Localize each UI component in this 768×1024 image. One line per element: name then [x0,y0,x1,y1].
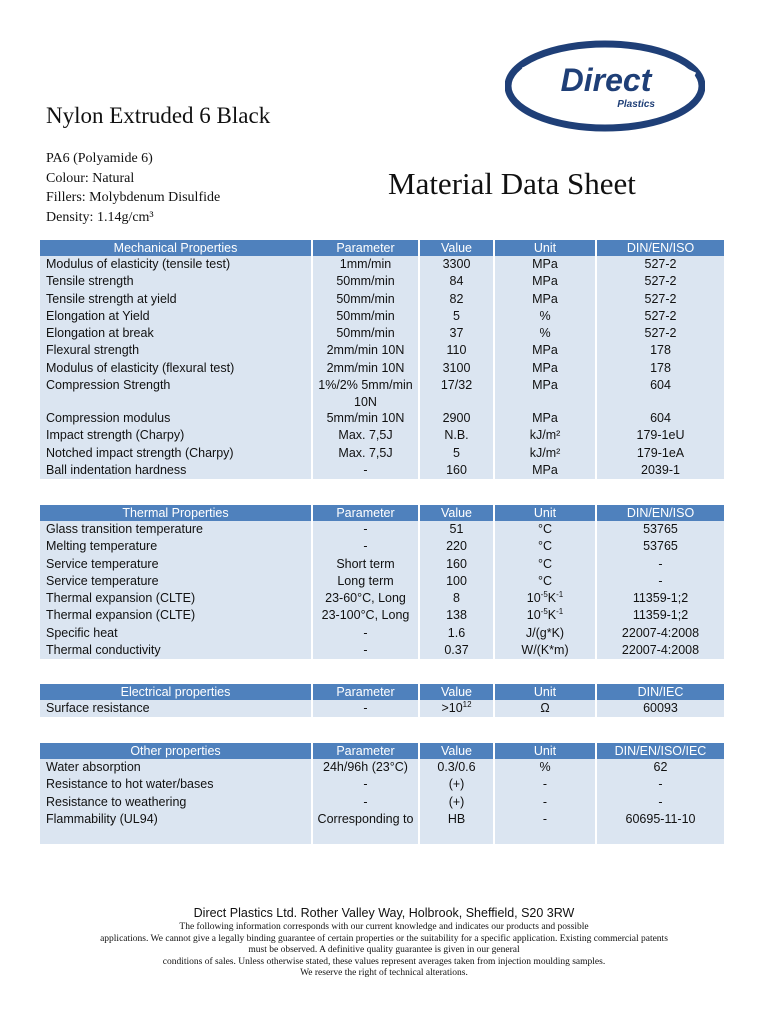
standard-cell: 179-1eA [596,445,724,462]
footer-disclaimer [40,922,728,980]
property-name-cell: Melting temperature [40,538,312,555]
standard-cell: - [596,556,724,573]
value-header: Value [419,505,494,521]
disclaimer-line: must be observed. A definitive quality guarantee is given in our general [248,945,520,955]
footer [40,906,728,980]
value-cell: (+) [419,794,494,811]
table-row [40,642,724,659]
standard-cell: 60695-11-10 [596,811,724,844]
table-row [40,759,724,776]
value-cell: 17/32 [419,377,494,410]
table-row [40,794,724,811]
value-cell: 0.37 [419,642,494,659]
unit-cell: % [494,308,596,325]
parameter-cell: Max. 7,5J [312,445,419,462]
value-cell: 5 [419,445,494,462]
property-name-cell: Notched impact strength (Charpy) [40,445,312,462]
value-cell: 100 [419,573,494,590]
property-name-cell: Thermal expansion (CLTE) [40,590,312,607]
parameter-header: Parameter [312,505,419,521]
table-header-row [40,505,724,521]
electrical-properties-table [40,684,724,717]
parameter-cell: - [312,538,419,555]
fillers-line: Fillers: Molybdenum Disulfide [46,190,221,205]
standard-cell: 604 [596,377,724,410]
property-name-cell: Elongation at Yield [40,308,312,325]
parameter-header: Parameter [312,743,419,759]
table-row [40,445,724,462]
table-row [40,700,724,717]
unit-cell: MPa [494,256,596,273]
section-header: Thermal Properties [40,505,312,521]
table-header-row [40,684,724,700]
standard-cell: 604 [596,410,724,427]
parameter-header: Parameter [312,240,419,256]
unit-cell: °C [494,573,596,590]
parameter-cell: 1mm/min [312,256,419,273]
standard-cell: 11359-1;2 [596,590,724,607]
parameter-cell: - [312,521,419,538]
property-name-cell: Flexural strength [40,342,312,359]
unit-cell: J/(g*K) [494,625,596,642]
table-row [40,625,724,642]
standard-header: DIN/IEC [596,684,724,700]
property-name-cell: Service temperature [40,556,312,573]
value-cell: 3100 [419,360,494,377]
value-cell: $>10^{12}$ [419,700,494,717]
unit-cell: W/(K*m) [494,642,596,659]
standard-cell: 527-2 [596,308,724,325]
property-name-cell: Thermal conductivity [40,642,312,659]
property-name-cell: Tensile strength at yield [40,291,312,308]
parameter-cell: 5mm/min 10N [312,410,419,427]
unit-cell: MPa [494,377,596,410]
disclaimer-line: conditions of sales. Unless otherwise stated, these values represent averages taken from injection moulding samples. [162,956,606,967]
unit-cell: - [494,776,596,793]
section-header: Electrical properties [40,684,312,700]
unit-cell: MPa [494,273,596,290]
value-cell: (+) [419,776,494,793]
unit-header: Unit [494,505,596,521]
product-specs [46,149,220,227]
property-name-cell: Resistance to hot water/bases [40,776,312,793]
standard-cell: 2039-1 [596,462,724,479]
sheet-title: Material Data Sheet [388,166,636,201]
table-row [40,410,724,427]
parameter-cell: Long term [312,573,419,590]
property-name-cell: Impact strength (Charpy) [40,427,312,444]
table-row [40,590,724,607]
standard-header: DIN/EN/ISO [596,240,724,256]
parameter-cell: Corresponding to [312,811,419,844]
table-header-row [40,240,724,256]
standard-cell: 178 [596,342,724,359]
table-row [40,360,724,377]
disclaimer-line: applications. We cannot give a legally binding guarantee of certain properties or the suitability for a specific application. Existing commercial patents [100,933,668,944]
parameter-cell: - [312,462,419,479]
parameter-cell: 50mm/min [312,308,419,325]
parameter-cell: - [312,625,419,642]
standard-cell: 527-2 [596,325,724,342]
logo-subtitle: Plastics [617,99,655,110]
standard-cell: 60093 [596,700,724,717]
footer-company-address: Direct Plastics Ltd. Rother Valley Way, Holbrook, Sheffield, S20 3RW [193,906,575,920]
value-cell: 160 [419,556,494,573]
table-row [40,538,724,555]
parameter-cell: - [312,776,419,793]
property-name-cell: Compression modulus [40,410,312,427]
unit-cell: MPa [494,462,596,479]
value-cell: 110 [419,342,494,359]
value-header: Value [419,743,494,759]
unit-header: Unit [494,743,596,759]
unit-cell: °C [494,556,596,573]
value-cell: 0.3/0.6 [419,759,494,776]
value-cell: 37 [419,325,494,342]
unit-cell: MPa [494,291,596,308]
mechanical-properties-table [40,240,724,479]
parameter-cell: 23-100°C, Long [312,607,419,624]
property-name-cell: Glass transition temperature [40,521,312,538]
table-row [40,573,724,590]
table-row [40,325,724,342]
property-name-cell: Ball indentation hardness [40,462,312,479]
standard-cell: 527-2 [596,273,724,290]
logo-wordmark: Direct [560,62,652,98]
unit-cell: MPa [494,360,596,377]
table-row [40,427,724,444]
value-cell: 1.6 [419,625,494,642]
parameter-cell: 1%/2% 5mm/min 10N [312,377,419,410]
value-cell: 138 [419,607,494,624]
standard-cell: 22007-4:2008 [596,642,724,659]
standard-header: DIN/EN/ISO/IEC [596,743,724,759]
property-name-cell: Surface resistance [40,700,312,717]
parameter-cell: 24h/96h (23°C) [312,759,419,776]
table-row [40,521,724,538]
value-cell: HB [419,811,494,844]
standard-header: DIN/EN/ISO [596,505,724,521]
unit-cell: Ω [494,700,596,717]
thermal-properties-table [40,505,724,659]
property-name-cell: Tensile strength [40,273,312,290]
standard-cell: 53765 [596,521,724,538]
unit-cell: °C [494,538,596,555]
property-name-cell: Flammability (UL94) [40,811,312,844]
standard-cell: 179-1eU [596,427,724,444]
disclaimer-line: We reserve the right of technical alterations. [300,968,468,978]
standard-cell: 53765 [596,538,724,555]
table-row [40,607,724,624]
parameter-cell: Short term [312,556,419,573]
property-name-cell: Modulus of elasticity (tensile test) [40,256,312,273]
unit-cell: $10^{-5}K^{-1}$ [494,590,596,607]
unit-cell: kJ/m² [494,427,596,444]
value-cell: 3300 [419,256,494,273]
material-line: PA6 (Polyamide 6) [46,151,153,166]
standard-cell: 22007-4:2008 [596,625,724,642]
value-cell: 2900 [419,410,494,427]
property-name-cell: Service temperature [40,573,312,590]
parameter-cell: 23-60°C, Long [312,590,419,607]
parameter-cell: 2mm/min 10N [312,360,419,377]
value-header: Value [419,684,494,700]
value-cell: 84 [419,273,494,290]
value-cell: 220 [419,538,494,555]
unit-cell: MPa [494,342,596,359]
parameter-header: Parameter [312,684,419,700]
other-properties-table [40,743,724,844]
property-name-cell: Thermal expansion (CLTE) [40,607,312,624]
unit-header: Unit [494,240,596,256]
value-cell: 160 [419,462,494,479]
unit-cell: - [494,811,596,844]
density-line: Density: 1.14g/cm³ [46,209,154,225]
standard-cell: 527-2 [596,256,724,273]
parameter-cell: - [312,642,419,659]
section-header: Other properties [40,743,312,759]
standard-cell: 527-2 [596,291,724,308]
table-row [40,291,724,308]
standard-cell: 178 [596,360,724,377]
value-cell: 8 [419,590,494,607]
direct-plastics-logo [505,40,705,132]
section-header: Mechanical Properties [40,240,312,256]
property-name-cell: Modulus of elasticity (flexural test) [40,360,312,377]
disclaimer-line: The following information corresponds with our current knowledge and indicates our products and possible [179,922,589,932]
table-row [40,811,724,844]
parameter-cell: - [312,700,419,717]
unit-cell: °C [494,521,596,538]
colour-line: Colour: Natural [46,170,135,186]
standard-cell: - [596,573,724,590]
unit-cell: $10^{-5}K^{-1}$ [494,607,596,624]
standard-cell: 11359-1;2 [596,607,724,624]
value-cell: 82 [419,291,494,308]
parameter-cell: Max. 7,5J [312,427,419,444]
parameter-cell: 50mm/min [312,291,419,308]
table-header-row [40,743,724,759]
property-name-cell: Compression Strength [40,377,312,410]
unit-cell: % [494,325,596,342]
standard-cell: 62 [596,759,724,776]
parameter-cell: 2mm/min 10N [312,342,419,359]
table-row [40,377,724,410]
property-name-cell: Elongation at break [40,325,312,342]
parameter-cell: 50mm/min [312,273,419,290]
table-row [40,256,724,273]
table-row [40,273,724,290]
value-cell: 51 [419,521,494,538]
unit-cell: kJ/m² [494,445,596,462]
table-row [40,342,724,359]
standard-cell: - [596,776,724,793]
value-header: Value [419,240,494,256]
standard-cell: - [596,794,724,811]
property-name-cell: Specific heat [40,625,312,642]
unit-cell: MPa [494,410,596,427]
property-name-cell: Resistance to weathering [40,794,312,811]
product-title: Nylon Extruded 6 Black [46,103,271,128]
value-cell: N.B. [419,427,494,444]
parameter-cell: - [312,794,419,811]
unit-header: Unit [494,684,596,700]
value-cell: 5 [419,308,494,325]
table-row [40,462,724,479]
unit-cell: - [494,794,596,811]
unit-cell: % [494,759,596,776]
property-name-cell: Water absorption [40,759,312,776]
table-row [40,308,724,325]
table-row [40,556,724,573]
parameter-cell: 50mm/min [312,325,419,342]
table-row [40,776,724,793]
